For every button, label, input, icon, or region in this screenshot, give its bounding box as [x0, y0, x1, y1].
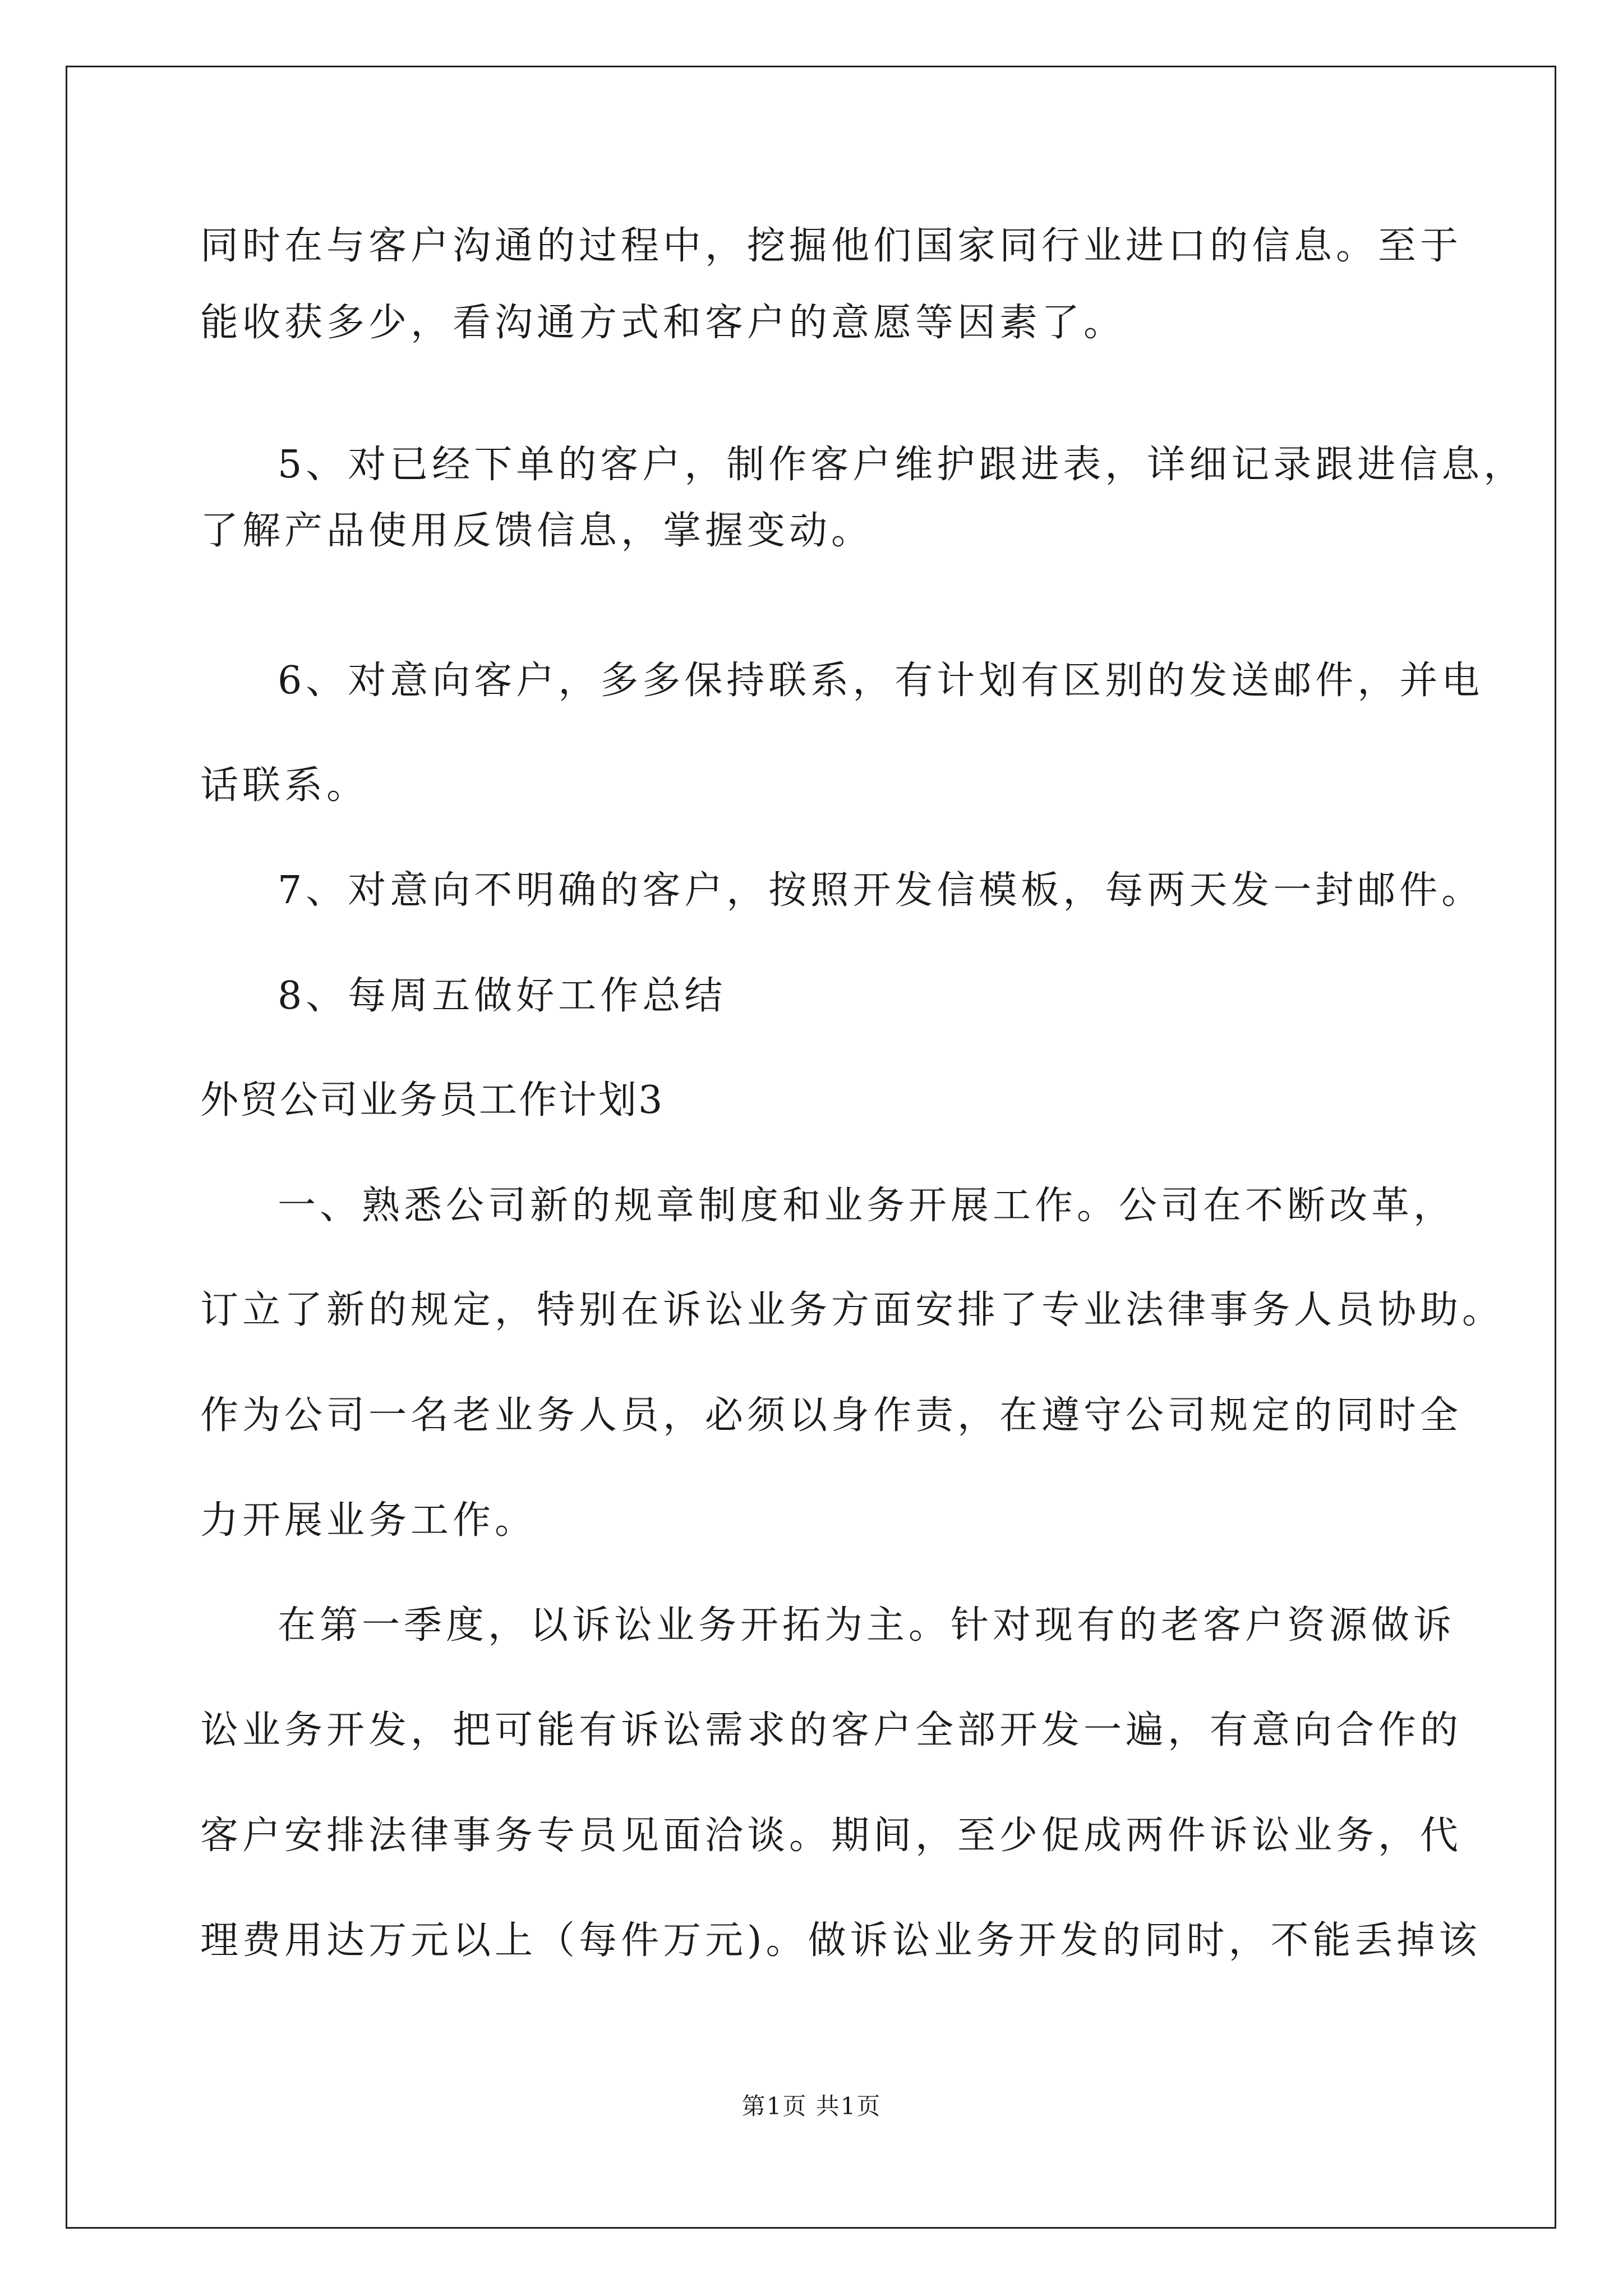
- list-item-5: 5、对已经下单的客户，制作客户维护跟进表，详细记录跟进信息，: [278, 443, 1526, 487]
- page-footer: 第1页 共1页: [741, 2092, 882, 2120]
- paragraph-line: 了解产品使用反馈信息，掌握变动。: [200, 509, 874, 553]
- list-item-6: 6、对意向客户，多多保持联系，有计划有区别的发送邮件，并电: [278, 659, 1484, 703]
- paragraph-line: 一、熟悉公司新的规章制度和业务开展工作。公司在不断改革，: [278, 1184, 1456, 1228]
- paragraph-line: 作为公司一名老业务人员，必须以身作责，在遵守公司规定的同时全: [200, 1393, 1463, 1438]
- paragraph-line: 能收获多少，看沟通方式和客户的意愿等因素了。: [200, 301, 1126, 345]
- page-border: [66, 66, 1556, 2229]
- section-heading: 外贸公司业务员工作计划3: [200, 1078, 665, 1122]
- paragraph-line: 理费用达万元以上（每件万元)。做诉讼业务开发的同时，不能丢掉该: [200, 1918, 1481, 1963]
- list-item-8: 8、每周五做好工作总结: [278, 974, 727, 1018]
- paragraph-line: 在第一季度，以诉讼业务开拓为主。针对现有的老客户资源做诉: [278, 1603, 1456, 1648]
- paragraph-line: 客户安排法律事务专员见面洽谈。期间，至少促成两件诉讼业务，代: [200, 1814, 1463, 1858]
- list-item-7: 7、对意向不明确的客户，按照开发信模板，每两天发一封邮件。: [278, 868, 1484, 913]
- paragraph-line: 同时在与客户沟通的过程中，挖掘他们国家同行业进口的信息。至于: [200, 224, 1463, 268]
- paragraph-line: 订立了新的规定，特别在诉讼业务方面安排了专业法律事务人员协助。: [200, 1288, 1505, 1332]
- paragraph-line: 力开展业务工作。: [200, 1498, 537, 1543]
- paragraph-line: 讼业务开发，把可能有诉讼需求的客户全部开发一遍，有意向合作的: [200, 1708, 1463, 1752]
- paragraph-line: 话联系。: [200, 763, 369, 808]
